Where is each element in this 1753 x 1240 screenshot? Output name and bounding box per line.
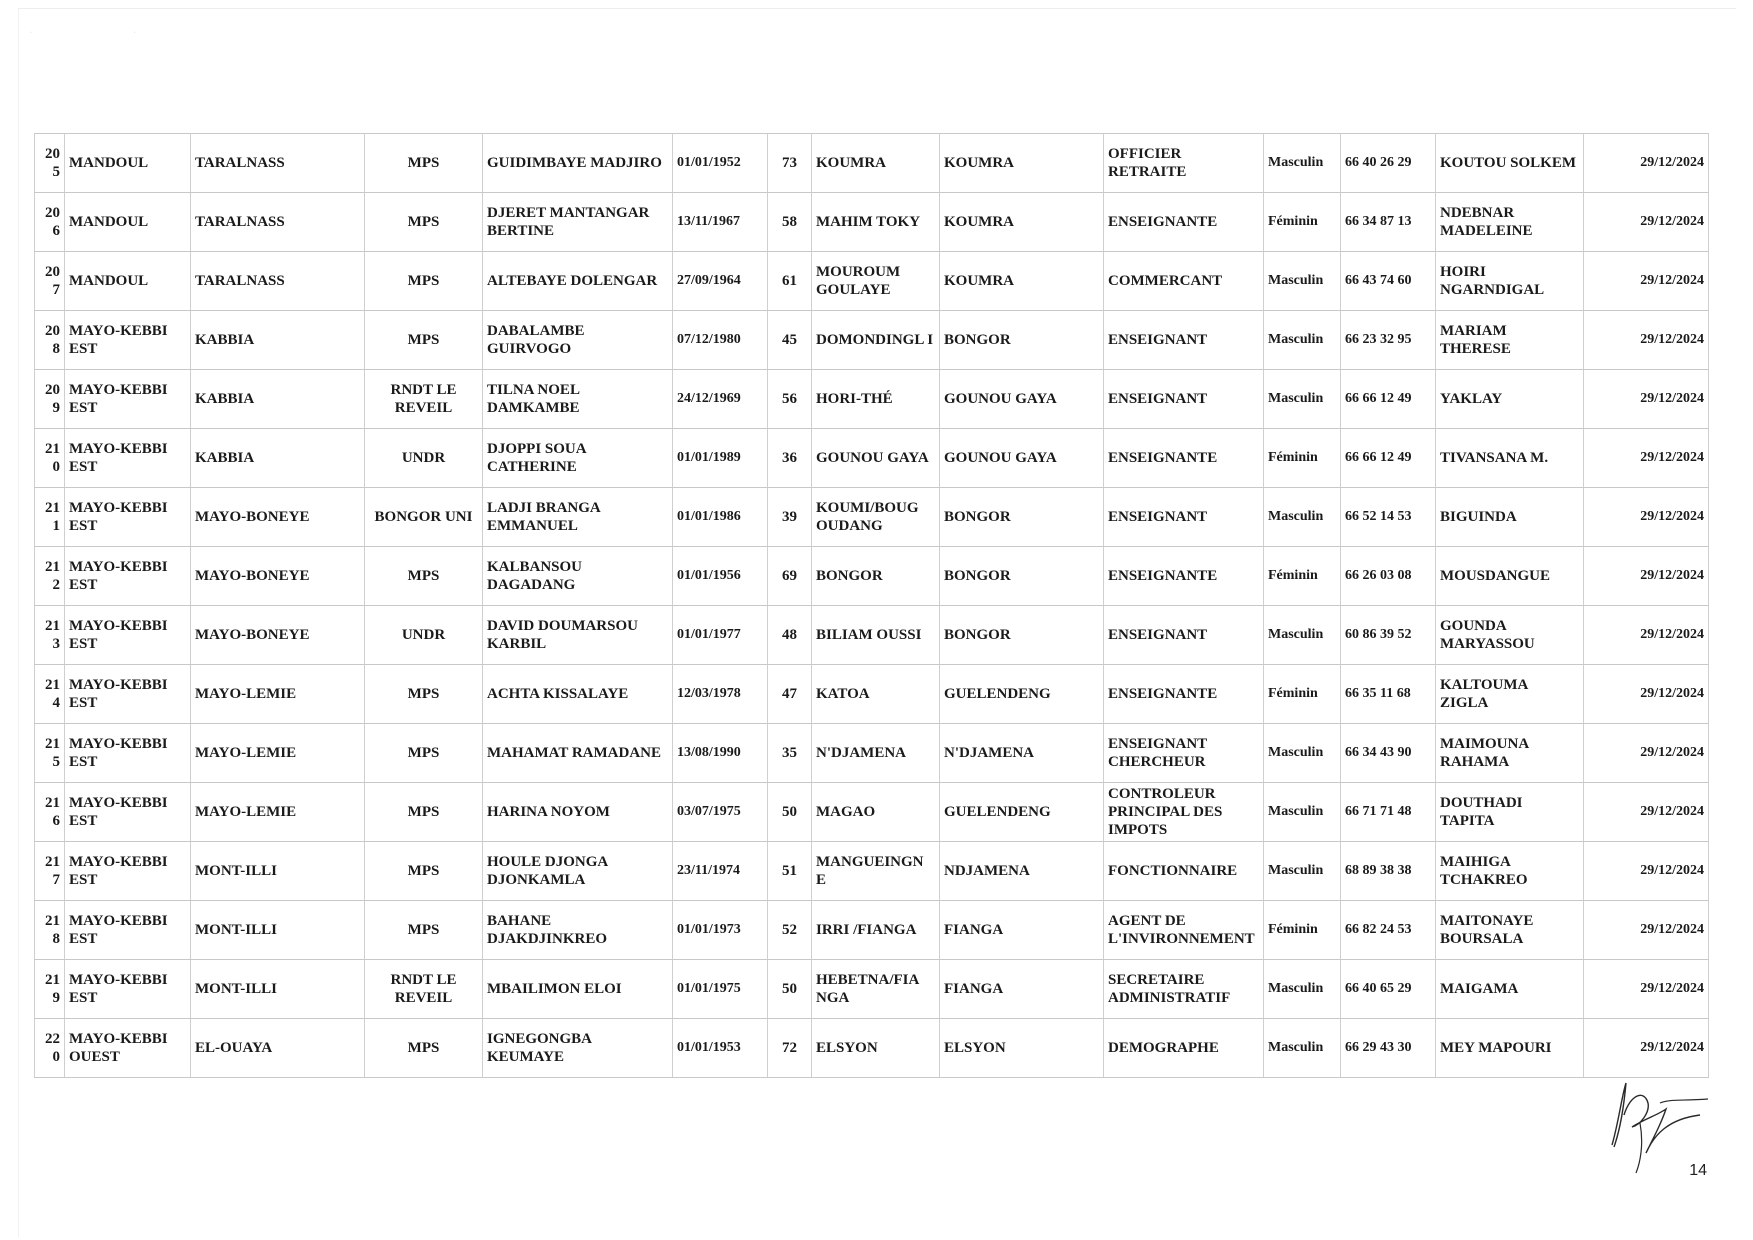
sexe-cell: Masculin: [1264, 724, 1341, 783]
nom-cell: DABALAMBE GUIRVOGO: [483, 311, 673, 370]
lieu-naissance-cell: DOMONDINGL I: [812, 311, 940, 370]
row-number: 206: [35, 193, 65, 252]
profession-cell: FONCTIONNAIRE: [1104, 842, 1264, 901]
row-number: 208: [35, 311, 65, 370]
residence-cell: KOUMRA: [940, 193, 1104, 252]
profession-cell: ENSEIGNANT: [1104, 311, 1264, 370]
lieu-naissance-cell: MANGUEINGN E: [812, 842, 940, 901]
age-cell: 56: [768, 370, 812, 429]
nom-cell: ACHTA KISSALAYE: [483, 665, 673, 724]
residence-cell: BONGOR: [940, 488, 1104, 547]
date-naissance-cell: 01/01/1953: [673, 1019, 768, 1078]
lieu-naissance-cell: KOUMRA: [812, 134, 940, 193]
departement-cell: MAYO-BONEYE: [191, 547, 365, 606]
province-cell: MAYO-KEBBI EST: [65, 488, 191, 547]
age-cell: 50: [768, 960, 812, 1019]
date-cell: 29/12/2024: [1584, 901, 1709, 960]
departement-cell: TARALNASS: [191, 193, 365, 252]
age-cell: 73: [768, 134, 812, 193]
telephone-cell: 66 34 43 90: [1341, 724, 1436, 783]
province-cell: MANDOUL: [65, 193, 191, 252]
profession-cell: OFFICIER RETRAITE: [1104, 134, 1264, 193]
row-number: 220: [35, 1019, 65, 1078]
nom-cell: DJERET MANTANGAR BERTINE: [483, 193, 673, 252]
province-cell: MAYO-KEBBI EST: [65, 901, 191, 960]
departement-cell: KABBIA: [191, 311, 365, 370]
telephone-cell: 68 89 38 38: [1341, 842, 1436, 901]
province-cell: MAYO-KEBBI EST: [65, 665, 191, 724]
lieu-naissance-cell: IRRI /FIANGA: [812, 901, 940, 960]
parti-cell: MPS: [365, 665, 483, 724]
table-row: [35, 488, 1709, 547]
profession-cell: CONTROLEUR PRINCIPAL DES IMPOTS: [1104, 783, 1264, 842]
profession-cell: COMMERCANT: [1104, 252, 1264, 311]
residence-cell: GOUNOU GAYA: [940, 429, 1104, 488]
sexe-cell: Masculin: [1264, 842, 1341, 901]
sexe-cell: Masculin: [1264, 488, 1341, 547]
age-cell: 50: [768, 783, 812, 842]
lieu-naissance-cell: MAGAO: [812, 783, 940, 842]
table-row: [35, 429, 1709, 488]
residence-cell: KOUMRA: [940, 134, 1104, 193]
profession-cell: ENSEIGNANT: [1104, 488, 1264, 547]
province-cell: MAYO-KEBBI EST: [65, 724, 191, 783]
parti-cell: MPS: [365, 901, 483, 960]
table-row: [35, 370, 1709, 429]
departement-cell: MAYO-LEMIE: [191, 724, 365, 783]
date-naissance-cell: 01/01/1973: [673, 901, 768, 960]
parti-cell: MPS: [365, 311, 483, 370]
age-cell: 58: [768, 193, 812, 252]
nom-cell: TILNA NOEL DAMKAMBE: [483, 370, 673, 429]
table-row: [35, 842, 1709, 901]
date-naissance-cell: 13/08/1990: [673, 724, 768, 783]
residence-cell: GUELENDENG: [940, 665, 1104, 724]
date-naissance-cell: 07/12/1980: [673, 311, 768, 370]
telephone-cell: 66 34 87 13: [1341, 193, 1436, 252]
date-cell: 29/12/2024: [1584, 842, 1709, 901]
lieu-naissance-cell: BONGOR: [812, 547, 940, 606]
nom-cell: MBAILIMON ELOI: [483, 960, 673, 1019]
residence-cell: BONGOR: [940, 606, 1104, 665]
row-number: 210: [35, 429, 65, 488]
date-naissance-cell: 03/07/1975: [673, 783, 768, 842]
sexe-cell: Féminin: [1264, 665, 1341, 724]
date-naissance-cell: 01/01/1956: [673, 547, 768, 606]
row-number: 217: [35, 842, 65, 901]
row-number: 218: [35, 901, 65, 960]
registry-body: [35, 134, 1709, 1078]
row-number: 216: [35, 783, 65, 842]
date-naissance-cell: 01/01/1986: [673, 488, 768, 547]
registry-table: [34, 133, 1709, 1078]
contact-cell: MEY MAPOURI: [1436, 1019, 1584, 1078]
departement-cell: MAYO-BONEYE: [191, 606, 365, 665]
contact-cell: NDEBNAR MADELEINE: [1436, 193, 1584, 252]
date-cell: 29/12/2024: [1584, 724, 1709, 783]
row-number: 205: [35, 134, 65, 193]
date-naissance-cell: 12/03/1978: [673, 665, 768, 724]
date-cell: 29/12/2024: [1584, 665, 1709, 724]
contact-cell: HOIRI NGARNDIGAL: [1436, 252, 1584, 311]
date-naissance-cell: 24/12/1969: [673, 370, 768, 429]
parti-cell: MPS: [365, 783, 483, 842]
contact-cell: DOUTHADI TAPITA: [1436, 783, 1584, 842]
date-cell: 29/12/2024: [1584, 429, 1709, 488]
parti-cell: BONGOR UNI: [365, 488, 483, 547]
sexe-cell: Masculin: [1264, 783, 1341, 842]
province-cell: MAYO-KEBBI EST: [65, 960, 191, 1019]
table-row: [35, 783, 1709, 842]
lieu-naissance-cell: HORI-THÉ: [812, 370, 940, 429]
date-naissance-cell: 01/01/1952: [673, 134, 768, 193]
sexe-cell: Masculin: [1264, 960, 1341, 1019]
nom-cell: IGNEGONGBA KEUMAYE: [483, 1019, 673, 1078]
nom-cell: ALTEBAYE DOLENGAR: [483, 252, 673, 311]
lieu-naissance-cell: MAHIM TOKY: [812, 193, 940, 252]
nom-cell: MAHAMAT RAMADANE: [483, 724, 673, 783]
table-row: [35, 960, 1709, 1019]
sexe-cell: Masculin: [1264, 134, 1341, 193]
table-row: [35, 193, 1709, 252]
lieu-naissance-cell: KOUMI/BOUG OUDANG: [812, 488, 940, 547]
table-row: [35, 901, 1709, 960]
age-cell: 61: [768, 252, 812, 311]
age-cell: 51: [768, 842, 812, 901]
contact-cell: MAIGAMA: [1436, 960, 1584, 1019]
parti-cell: MPS: [365, 547, 483, 606]
province-cell: MAYO-KEBBI EST: [65, 606, 191, 665]
sexe-cell: Masculin: [1264, 606, 1341, 665]
province-cell: MAYO-KEBBI EST: [65, 429, 191, 488]
nom-cell: HARINA NOYOM: [483, 783, 673, 842]
province-cell: MAYO-KEBBI EST: [65, 783, 191, 842]
departement-cell: KABBIA: [191, 370, 365, 429]
contact-cell: KALTOUMA ZIGLA: [1436, 665, 1584, 724]
province-cell: MANDOUL: [65, 134, 191, 193]
lieu-naissance-cell: MOUROUM GOULAYE: [812, 252, 940, 311]
province-cell: MANDOUL: [65, 252, 191, 311]
residence-cell: FIANGA: [940, 901, 1104, 960]
parti-cell: RNDT LE REVEIL: [365, 370, 483, 429]
row-number: 215: [35, 724, 65, 783]
row-number: 214: [35, 665, 65, 724]
residence-cell: BONGOR: [940, 547, 1104, 606]
departement-cell: EL-OUAYA: [191, 1019, 365, 1078]
province-cell: MAYO-KEBBI EST: [65, 370, 191, 429]
handwritten-signature: [1600, 1075, 1710, 1175]
departement-cell: TARALNASS: [191, 252, 365, 311]
parti-cell: MPS: [365, 134, 483, 193]
lieu-naissance-cell: GOUNOU GAYA: [812, 429, 940, 488]
page-number: 14: [1689, 1162, 1707, 1179]
table-row: [35, 606, 1709, 665]
profession-cell: SECRETAIRE ADMINISTRATIF: [1104, 960, 1264, 1019]
scan-specks: · ·: [30, 30, 186, 36]
residence-cell: ELSYON: [940, 1019, 1104, 1078]
lieu-naissance-cell: HEBETNA/FIA NGA: [812, 960, 940, 1019]
nom-cell: BAHANE DJAKDJINKREO: [483, 901, 673, 960]
table-row: [35, 252, 1709, 311]
lieu-naissance-cell: N'DJAMENA: [812, 724, 940, 783]
telephone-cell: 66 66 12 49: [1341, 370, 1436, 429]
profession-cell: AGENT DE L'INVIRONNEMENT: [1104, 901, 1264, 960]
contact-cell: MAITONAYE BOURSALA: [1436, 901, 1584, 960]
sexe-cell: Masculin: [1264, 311, 1341, 370]
profession-cell: ENSEIGNANTE: [1104, 665, 1264, 724]
nom-cell: DAVID DOUMARSOU KARBIL: [483, 606, 673, 665]
telephone-cell: 66 40 26 29: [1341, 134, 1436, 193]
date-naissance-cell: 01/01/1989: [673, 429, 768, 488]
parti-cell: RNDT LE REVEIL: [365, 960, 483, 1019]
telephone-cell: 66 66 12 49: [1341, 429, 1436, 488]
date-cell: 29/12/2024: [1584, 134, 1709, 193]
lieu-naissance-cell: BILIAM OUSSI: [812, 606, 940, 665]
contact-cell: GOUNDA MARYASSOU: [1436, 606, 1584, 665]
date-cell: 29/12/2024: [1584, 960, 1709, 1019]
table-row: [35, 665, 1709, 724]
date-cell: 29/12/2024: [1584, 311, 1709, 370]
departement-cell: MONT-ILLI: [191, 960, 365, 1019]
age-cell: 35: [768, 724, 812, 783]
date-naissance-cell: 13/11/1967: [673, 193, 768, 252]
date-naissance-cell: 27/09/1964: [673, 252, 768, 311]
lieu-naissance-cell: KATOA: [812, 665, 940, 724]
province-cell: MAYO-KEBBI EST: [65, 547, 191, 606]
contact-cell: BIGUINDA: [1436, 488, 1584, 547]
departement-cell: MAYO-LEMIE: [191, 665, 365, 724]
row-number: 207: [35, 252, 65, 311]
departement-cell: MAYO-LEMIE: [191, 783, 365, 842]
age-cell: 47: [768, 665, 812, 724]
telephone-cell: 66 52 14 53: [1341, 488, 1436, 547]
profession-cell: ENSEIGNANTE: [1104, 429, 1264, 488]
residence-cell: GOUNOU GAYA: [940, 370, 1104, 429]
sexe-cell: Féminin: [1264, 901, 1341, 960]
province-cell: MAYO-KEBBI EST: [65, 311, 191, 370]
telephone-cell: 66 71 71 48: [1341, 783, 1436, 842]
age-cell: 39: [768, 488, 812, 547]
contact-cell: MAIHIGA TCHAKREO: [1436, 842, 1584, 901]
departement-cell: MONT-ILLI: [191, 901, 365, 960]
nom-cell: DJOPPI SOUA CATHERINE: [483, 429, 673, 488]
telephone-cell: 66 26 03 08: [1341, 547, 1436, 606]
age-cell: 72: [768, 1019, 812, 1078]
date-cell: 29/12/2024: [1584, 370, 1709, 429]
departement-cell: KABBIA: [191, 429, 365, 488]
profession-cell: ENSEIGNANT: [1104, 606, 1264, 665]
date-naissance-cell: 23/11/1974: [673, 842, 768, 901]
date-cell: 29/12/2024: [1584, 193, 1709, 252]
table-row: [35, 1019, 1709, 1078]
nom-cell: GUIDIMBAYE MADJIRO: [483, 134, 673, 193]
profession-cell: ENSEIGNANTE: [1104, 547, 1264, 606]
row-number: 209: [35, 370, 65, 429]
table-row: [35, 311, 1709, 370]
parti-cell: MPS: [365, 193, 483, 252]
parti-cell: MPS: [365, 724, 483, 783]
residence-cell: N'DJAMENA: [940, 724, 1104, 783]
nom-cell: KALBANSOU DAGADANG: [483, 547, 673, 606]
telephone-cell: 66 23 32 95: [1341, 311, 1436, 370]
parti-cell: MPS: [365, 1019, 483, 1078]
date-cell: 29/12/2024: [1584, 547, 1709, 606]
date-cell: 29/12/2024: [1584, 606, 1709, 665]
row-number: 212: [35, 547, 65, 606]
telephone-cell: 66 82 24 53: [1341, 901, 1436, 960]
residence-cell: GUELENDENG: [940, 783, 1104, 842]
contact-cell: TIVANSANA M.: [1436, 429, 1584, 488]
profession-cell: ENSEIGNANT: [1104, 370, 1264, 429]
telephone-cell: 66 29 43 30: [1341, 1019, 1436, 1078]
date-cell: 29/12/2024: [1584, 783, 1709, 842]
contact-cell: MOUSDANGUE: [1436, 547, 1584, 606]
sexe-cell: Masculin: [1264, 370, 1341, 429]
table-row: [35, 724, 1709, 783]
sexe-cell: Masculin: [1264, 1019, 1341, 1078]
departement-cell: MONT-ILLI: [191, 842, 365, 901]
telephone-cell: 66 43 74 60: [1341, 252, 1436, 311]
telephone-cell: 66 35 11 68: [1341, 665, 1436, 724]
residence-cell: FIANGA: [940, 960, 1104, 1019]
table-row: [35, 547, 1709, 606]
row-number: 219: [35, 960, 65, 1019]
parti-cell: UNDR: [365, 606, 483, 665]
sexe-cell: Féminin: [1264, 193, 1341, 252]
age-cell: 36: [768, 429, 812, 488]
province-cell: MAYO-KEBBI EST: [65, 842, 191, 901]
date-cell: 29/12/2024: [1584, 252, 1709, 311]
age-cell: 52: [768, 901, 812, 960]
contact-cell: KOUTOU SOLKEM: [1436, 134, 1584, 193]
sexe-cell: Féminin: [1264, 429, 1341, 488]
sexe-cell: Masculin: [1264, 252, 1341, 311]
profession-cell: ENSEIGNANT CHERCHEUR: [1104, 724, 1264, 783]
departement-cell: TARALNASS: [191, 134, 365, 193]
nom-cell: HOULE DJONGA DJONKAMLA: [483, 842, 673, 901]
row-number: 211: [35, 488, 65, 547]
age-cell: 48: [768, 606, 812, 665]
date-naissance-cell: 01/01/1977: [673, 606, 768, 665]
departement-cell: MAYO-BONEYE: [191, 488, 365, 547]
date-naissance-cell: 01/01/1975: [673, 960, 768, 1019]
lieu-naissance-cell: ELSYON: [812, 1019, 940, 1078]
parti-cell: MPS: [365, 842, 483, 901]
contact-cell: MARIAM THERESE: [1436, 311, 1584, 370]
age-cell: 45: [768, 311, 812, 370]
province-cell: MAYO-KEBBI OUEST: [65, 1019, 191, 1078]
residence-cell: KOUMRA: [940, 252, 1104, 311]
age-cell: 69: [768, 547, 812, 606]
parti-cell: MPS: [365, 252, 483, 311]
contact-cell: MAIMOUNA RAHAMA: [1436, 724, 1584, 783]
table-row: [35, 134, 1709, 193]
row-number: 213: [35, 606, 65, 665]
profession-cell: ENSEIGNANTE: [1104, 193, 1264, 252]
date-cell: 29/12/2024: [1584, 488, 1709, 547]
date-cell: 29/12/2024: [1584, 1019, 1709, 1078]
telephone-cell: 60 86 39 52: [1341, 606, 1436, 665]
residence-cell: NDJAMENA: [940, 842, 1104, 901]
residence-cell: BONGOR: [940, 311, 1104, 370]
nom-cell: LADJI BRANGA EMMANUEL: [483, 488, 673, 547]
parti-cell: UNDR: [365, 429, 483, 488]
telephone-cell: 66 40 65 29: [1341, 960, 1436, 1019]
sexe-cell: Féminin: [1264, 547, 1341, 606]
contact-cell: YAKLAY: [1436, 370, 1584, 429]
profession-cell: DEMOGRAPHE: [1104, 1019, 1264, 1078]
